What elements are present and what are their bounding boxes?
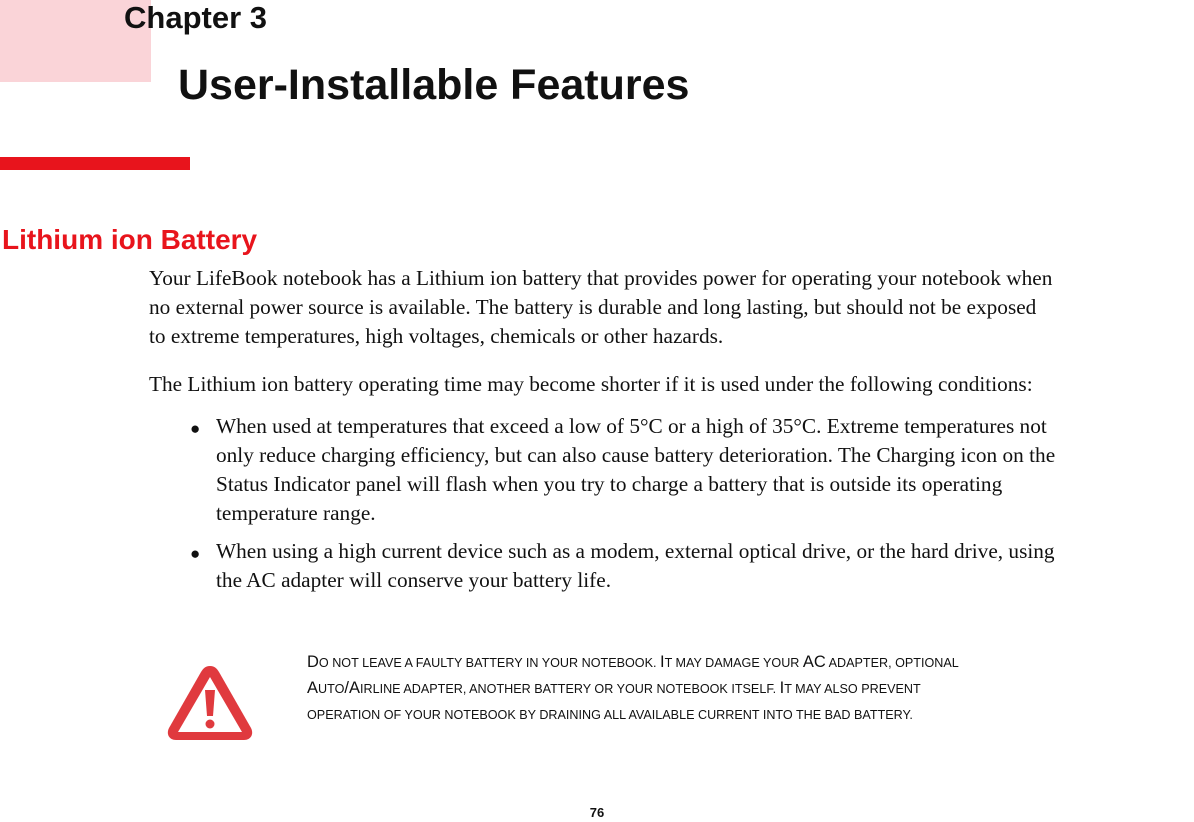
bullet-item: [216, 412, 1192, 528]
bullet-line: the AC adapter will conserve your battery life.: [216, 568, 612, 592]
bullet-line: Status Indicator panel will flash when you try to charge a battery that is outside its operating: [216, 472, 1003, 496]
section-heading: Lithium ion Battery: [2, 224, 258, 255]
paragraph-intro: [149, 264, 1192, 351]
paragraph-conditions: [149, 370, 1192, 399]
warning-line: [307, 650, 1192, 676]
warning-line: [307, 676, 1192, 702]
warning-segment: IRLINE ADAPTER, ANOTHER BATTERY OR YOUR NOTEBOOK ITSELF.: [359, 682, 780, 696]
bullet-item: [216, 537, 1192, 595]
warning-segment: D: [307, 653, 319, 671]
bullet-line: When used at temperatures that exceed a low of 5°C or a high of 35°C. Extreme temperatures not: [216, 414, 1047, 438]
warning-segment: UTO: [318, 682, 345, 696]
bullet-icon: ●: [190, 419, 201, 438]
warning-segment: T MAY ALSO PREVENT: [784, 682, 921, 696]
paragraph-line: no external power source is available. The battery is durable and long lasting, but should not be exposed: [149, 295, 1037, 319]
bullet-line: When using a high current device such as a modem, external optical drive, or the hard drive, using: [216, 539, 1055, 563]
chapter-title: User-Installable Features: [178, 61, 690, 109]
paragraph-line: to extreme temperatures, high voltages, chemicals or other hazards.: [149, 324, 724, 348]
warning-segment: AC: [802, 653, 826, 671]
warning-text: [307, 650, 1192, 728]
warning-triangle-icon: [162, 660, 258, 746]
paragraph-line: The Lithium ion battery operating time may become shorter if it is used under the following conditions:: [149, 372, 1033, 396]
warning-segment: I: [659, 653, 665, 671]
page-number: 76: [589, 805, 605, 820]
warning-line: [307, 702, 1192, 728]
warning-segment: /A: [344, 679, 360, 697]
bullet-icon: ●: [190, 544, 201, 563]
warning-segment: OPERATION OF YOUR NOTEBOOK BY DRAINING ALL AVAILABLE CURRENT INTO THE BAD BATTERY.: [307, 708, 913, 722]
paragraph-line: Your LifeBook notebook has a Lithium ion battery that provides power for operating your notebook when: [149, 266, 1053, 290]
warning-segment: T MAY DAMAGE YOUR: [664, 656, 803, 670]
bullet-line: temperature range.: [216, 501, 376, 525]
warning-segment: ADAPTER, OPTIONAL: [825, 656, 959, 670]
chapter-divider: [0, 157, 190, 170]
warning-segment: A: [307, 679, 319, 697]
warning-segment: O NOT LEAVE A FAULTY BATTERY IN YOUR NOTEBOOK.: [318, 656, 660, 670]
warning-segment: I: [779, 679, 785, 697]
chapter-label: Chapter 3: [124, 0, 267, 35]
bullet-line: only reduce charging efficiency, but can also cause battery deterioration. The Charging icon on the: [216, 443, 1056, 467]
